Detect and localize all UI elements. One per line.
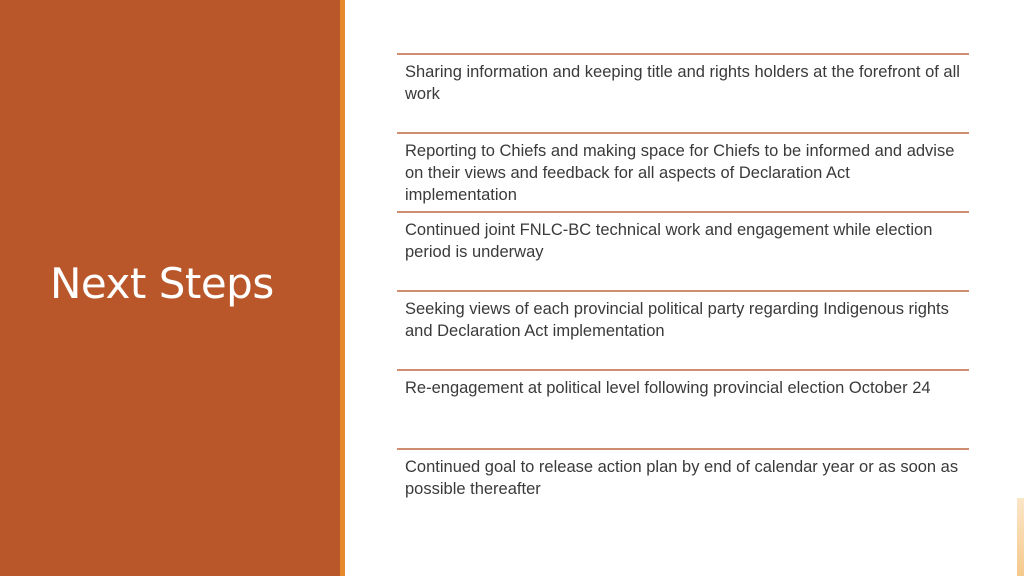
- list-item: Reporting to Chiefs and making space for Chiefs to be informed and advise on their views and feedback for all aspects of Declaration Act implementation: [397, 132, 969, 211]
- accent-strip: [340, 0, 345, 576]
- next-steps-list: [397, 53, 969, 527]
- list-item: Continued goal to release action plan by end of calendar year or as soon as possible thereafter: [397, 448, 969, 527]
- list-item: Re-engagement at political level following provincial election October 24: [397, 369, 969, 448]
- list-item: Continued joint FNLC-BC technical work and engagement while election period is underway: [397, 211, 969, 290]
- slide-title: Next Steps: [50, 259, 274, 308]
- corner-accent: [1017, 498, 1024, 576]
- list-item: Sharing information and keeping title and rights holders at the forefront of all work: [397, 53, 969, 132]
- list-item: Seeking views of each provincial political party regarding Indigenous rights and Declaration Act implementation: [397, 290, 969, 369]
